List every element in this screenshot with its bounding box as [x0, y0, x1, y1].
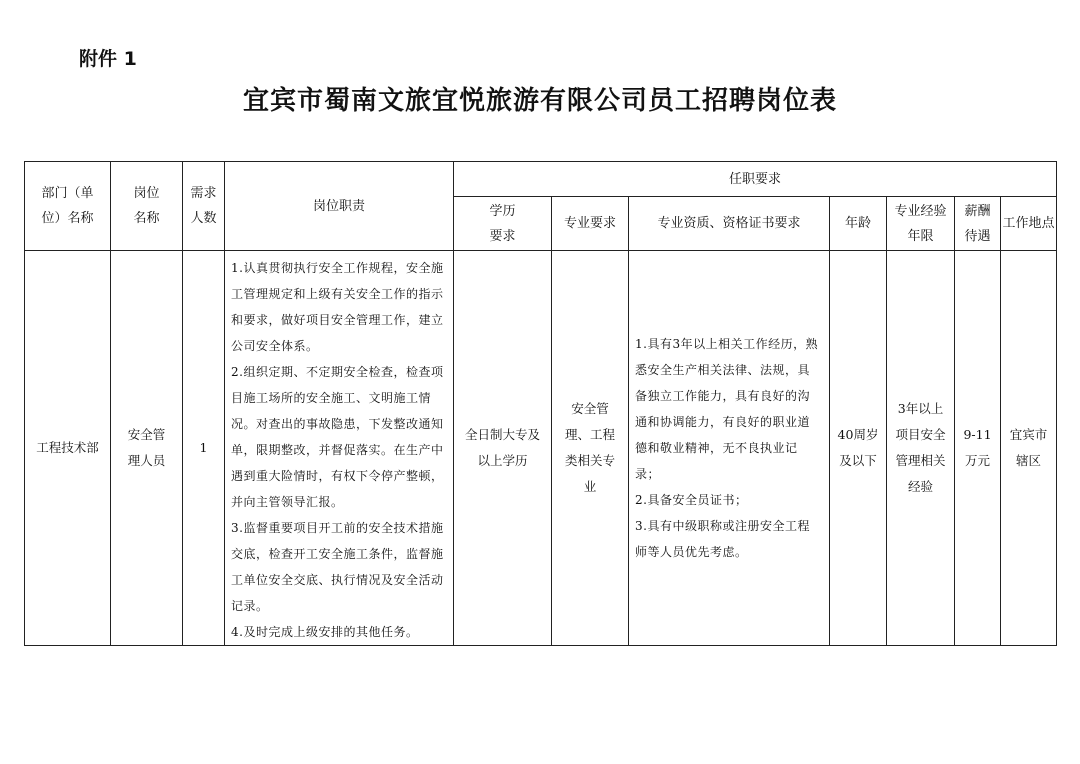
header-post-line2: 名称	[133, 211, 160, 226]
duty-item-2: 2.组织定期、不定期安全检查，检查项目施工场所的安全施工、文明施工情况。对查出的事故隐患，下发整改通知单，限期整改，并督促落实。在生产中遇到重大险情时，有权下令停产整顿，并向主管领导汇报。	[231, 365, 444, 509]
cell-edu-line1: 全日制大专及	[464, 427, 540, 442]
cell-age	[830, 251, 887, 646]
cell-exp-line1: 3年以上	[897, 401, 944, 416]
header-salary-line1: 薪酬	[964, 203, 991, 219]
qualification-item-1: 1.具有3年以上相关工作经历，熟悉安全生产相关法律、法规，具备独立工作能力，具有良好的沟通和协调能力，有良好的职业道德和敬业精神，无不良执业记录；	[635, 337, 819, 481]
header-dept	[25, 162, 111, 251]
page-title: 宜宾市蜀南文旅宜悦旅游有限公司员工招聘岗位表	[242, 86, 837, 116]
header-education	[454, 197, 552, 251]
qualification-item-3: 3.具有中级职称或注册安全工程师等人员优先考虑。	[635, 519, 810, 559]
header-dept-line1: 部门（单	[41, 186, 94, 201]
cell-salary	[955, 251, 1001, 646]
cell-major-line4: 业	[583, 479, 597, 494]
cell-exp-line3: 管理相关	[895, 453, 946, 468]
cell-experience	[887, 251, 955, 646]
qualification-item-2: 2.具备安全员证书；	[635, 493, 748, 507]
header-post	[111, 162, 183, 251]
header-duty: 岗位职责	[225, 162, 454, 251]
header-exp-line2: 年限	[907, 228, 934, 244]
cell-post	[111, 251, 183, 646]
cell-exp-line2: 项目安全	[895, 427, 946, 442]
cell-major-line1: 安全管	[571, 401, 609, 416]
header-count	[183, 162, 225, 251]
cell-age-line1: 40周岁	[837, 427, 879, 442]
cell-duties	[225, 251, 454, 646]
header-experience	[887, 197, 955, 251]
cell-post-line1: 安全管	[127, 427, 166, 442]
header-requirements-group: 任职要求	[454, 162, 1057, 197]
cell-major-line2: 理、工程	[564, 427, 615, 442]
header-count-line1: 需求	[190, 186, 217, 201]
header-salary-line2: 待遇	[964, 228, 991, 244]
duty-item-1: 1.认真贯彻执行安全工作规程，安全施工管理规定和上级有关安全工作的指示和要求，做好项目安全管理工作，建立公司安全体系。	[231, 261, 444, 353]
cell-dept: 工程技术部	[25, 251, 111, 646]
header-count-line2: 人数	[190, 211, 217, 226]
duty-item-3: 3.监督重要项目开工前的安全技术措施交底，检查开工安全施工条件，监督施工单位安全交底、执行情况及安全活动记录。	[231, 521, 444, 613]
header-edu-line2: 要求	[489, 228, 516, 244]
cell-salary-line2: 万元	[964, 453, 990, 468]
header-major: 专业要求	[552, 197, 629, 251]
cell-education	[454, 251, 552, 646]
header-salary	[955, 197, 1001, 251]
cell-major	[552, 251, 629, 646]
header-age: 年龄	[830, 197, 887, 251]
cell-major-line3: 类相关专	[564, 453, 615, 468]
cell-exp-line4: 经验	[907, 479, 933, 494]
attachment-label: 附件 1	[79, 48, 137, 70]
table-row	[25, 251, 1057, 646]
header-qualification: 专业资质、资格证书要求	[629, 197, 830, 251]
cell-qualifications	[629, 251, 830, 646]
cell-post-line2: 理人员	[127, 453, 166, 468]
cell-salary-line1: 9-11	[963, 427, 992, 442]
duty-item-4: 4.及时完成上级安排的其他任务。	[231, 625, 419, 639]
header-post-line1: 岗位	[133, 186, 160, 201]
header-edu-line1: 学历	[489, 203, 516, 219]
cell-location-line2: 辖区	[1016, 453, 1042, 468]
cell-age-line2: 及以下	[839, 453, 877, 468]
header-location: 工作地点	[1001, 197, 1057, 251]
cell-location	[1001, 251, 1057, 646]
header-dept-line2: 位）名称	[41, 211, 94, 226]
recruitment-table	[24, 161, 1057, 646]
cell-location-line1: 宜宾市	[1009, 427, 1048, 442]
cell-edu-line2: 以上学历	[477, 453, 528, 468]
header-exp-line1: 专业经验	[894, 203, 947, 219]
cell-count: 1	[183, 251, 225, 646]
